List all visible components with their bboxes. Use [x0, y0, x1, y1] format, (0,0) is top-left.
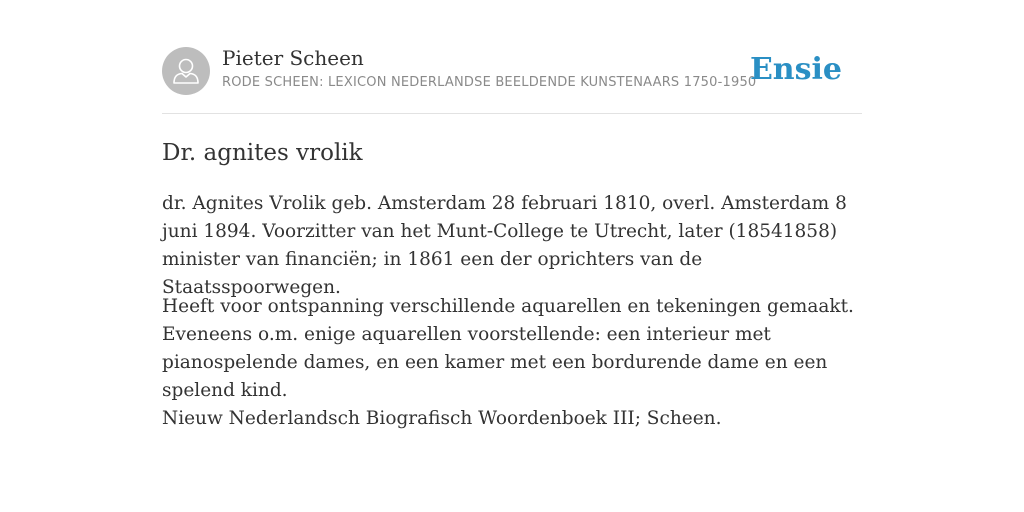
author-name[interactable]: Pieter Scheen — [222, 46, 364, 70]
article-paragraph-2: Heeft voor ontspanning verschillende aquarellen en tekeningen gemaakt. Eveneens o.m. enige aquarellen voorstellende: een interieur met pianospelende dames, en een kamer met een bordurende dame en een spelend kind. — [162, 296, 854, 401]
user-avatar-icon[interactable] — [162, 47, 210, 95]
article-header — [162, 46, 862, 96]
source-title[interactable]: RODE SCHEEN: LEXICON NEDERLANDSE BEELDENDE KUNSTENAARS 1750-1950 — [222, 75, 757, 90]
article-reference: Nieuw Nederlandsch Biografisch Woordenboek III; Scheen. — [162, 408, 722, 429]
article-paragraph-1: dr. Agnites Vrolik geb. Amsterdam 28 februari 1810, overl. Amsterdam 8 juni 1894. Voorzitter van het Munt-College te Utrecht, later (18541858) minister van financiën; in 1861 een der oprichters van de Staatsspoorwegen. — [162, 193, 847, 298]
person-outline-icon — [162, 47, 210, 95]
ensie-logo[interactable]: Ensie — [749, 52, 842, 87]
article-title: Dr. agnites vrolik — [162, 140, 363, 166]
header-divider — [162, 113, 862, 114]
